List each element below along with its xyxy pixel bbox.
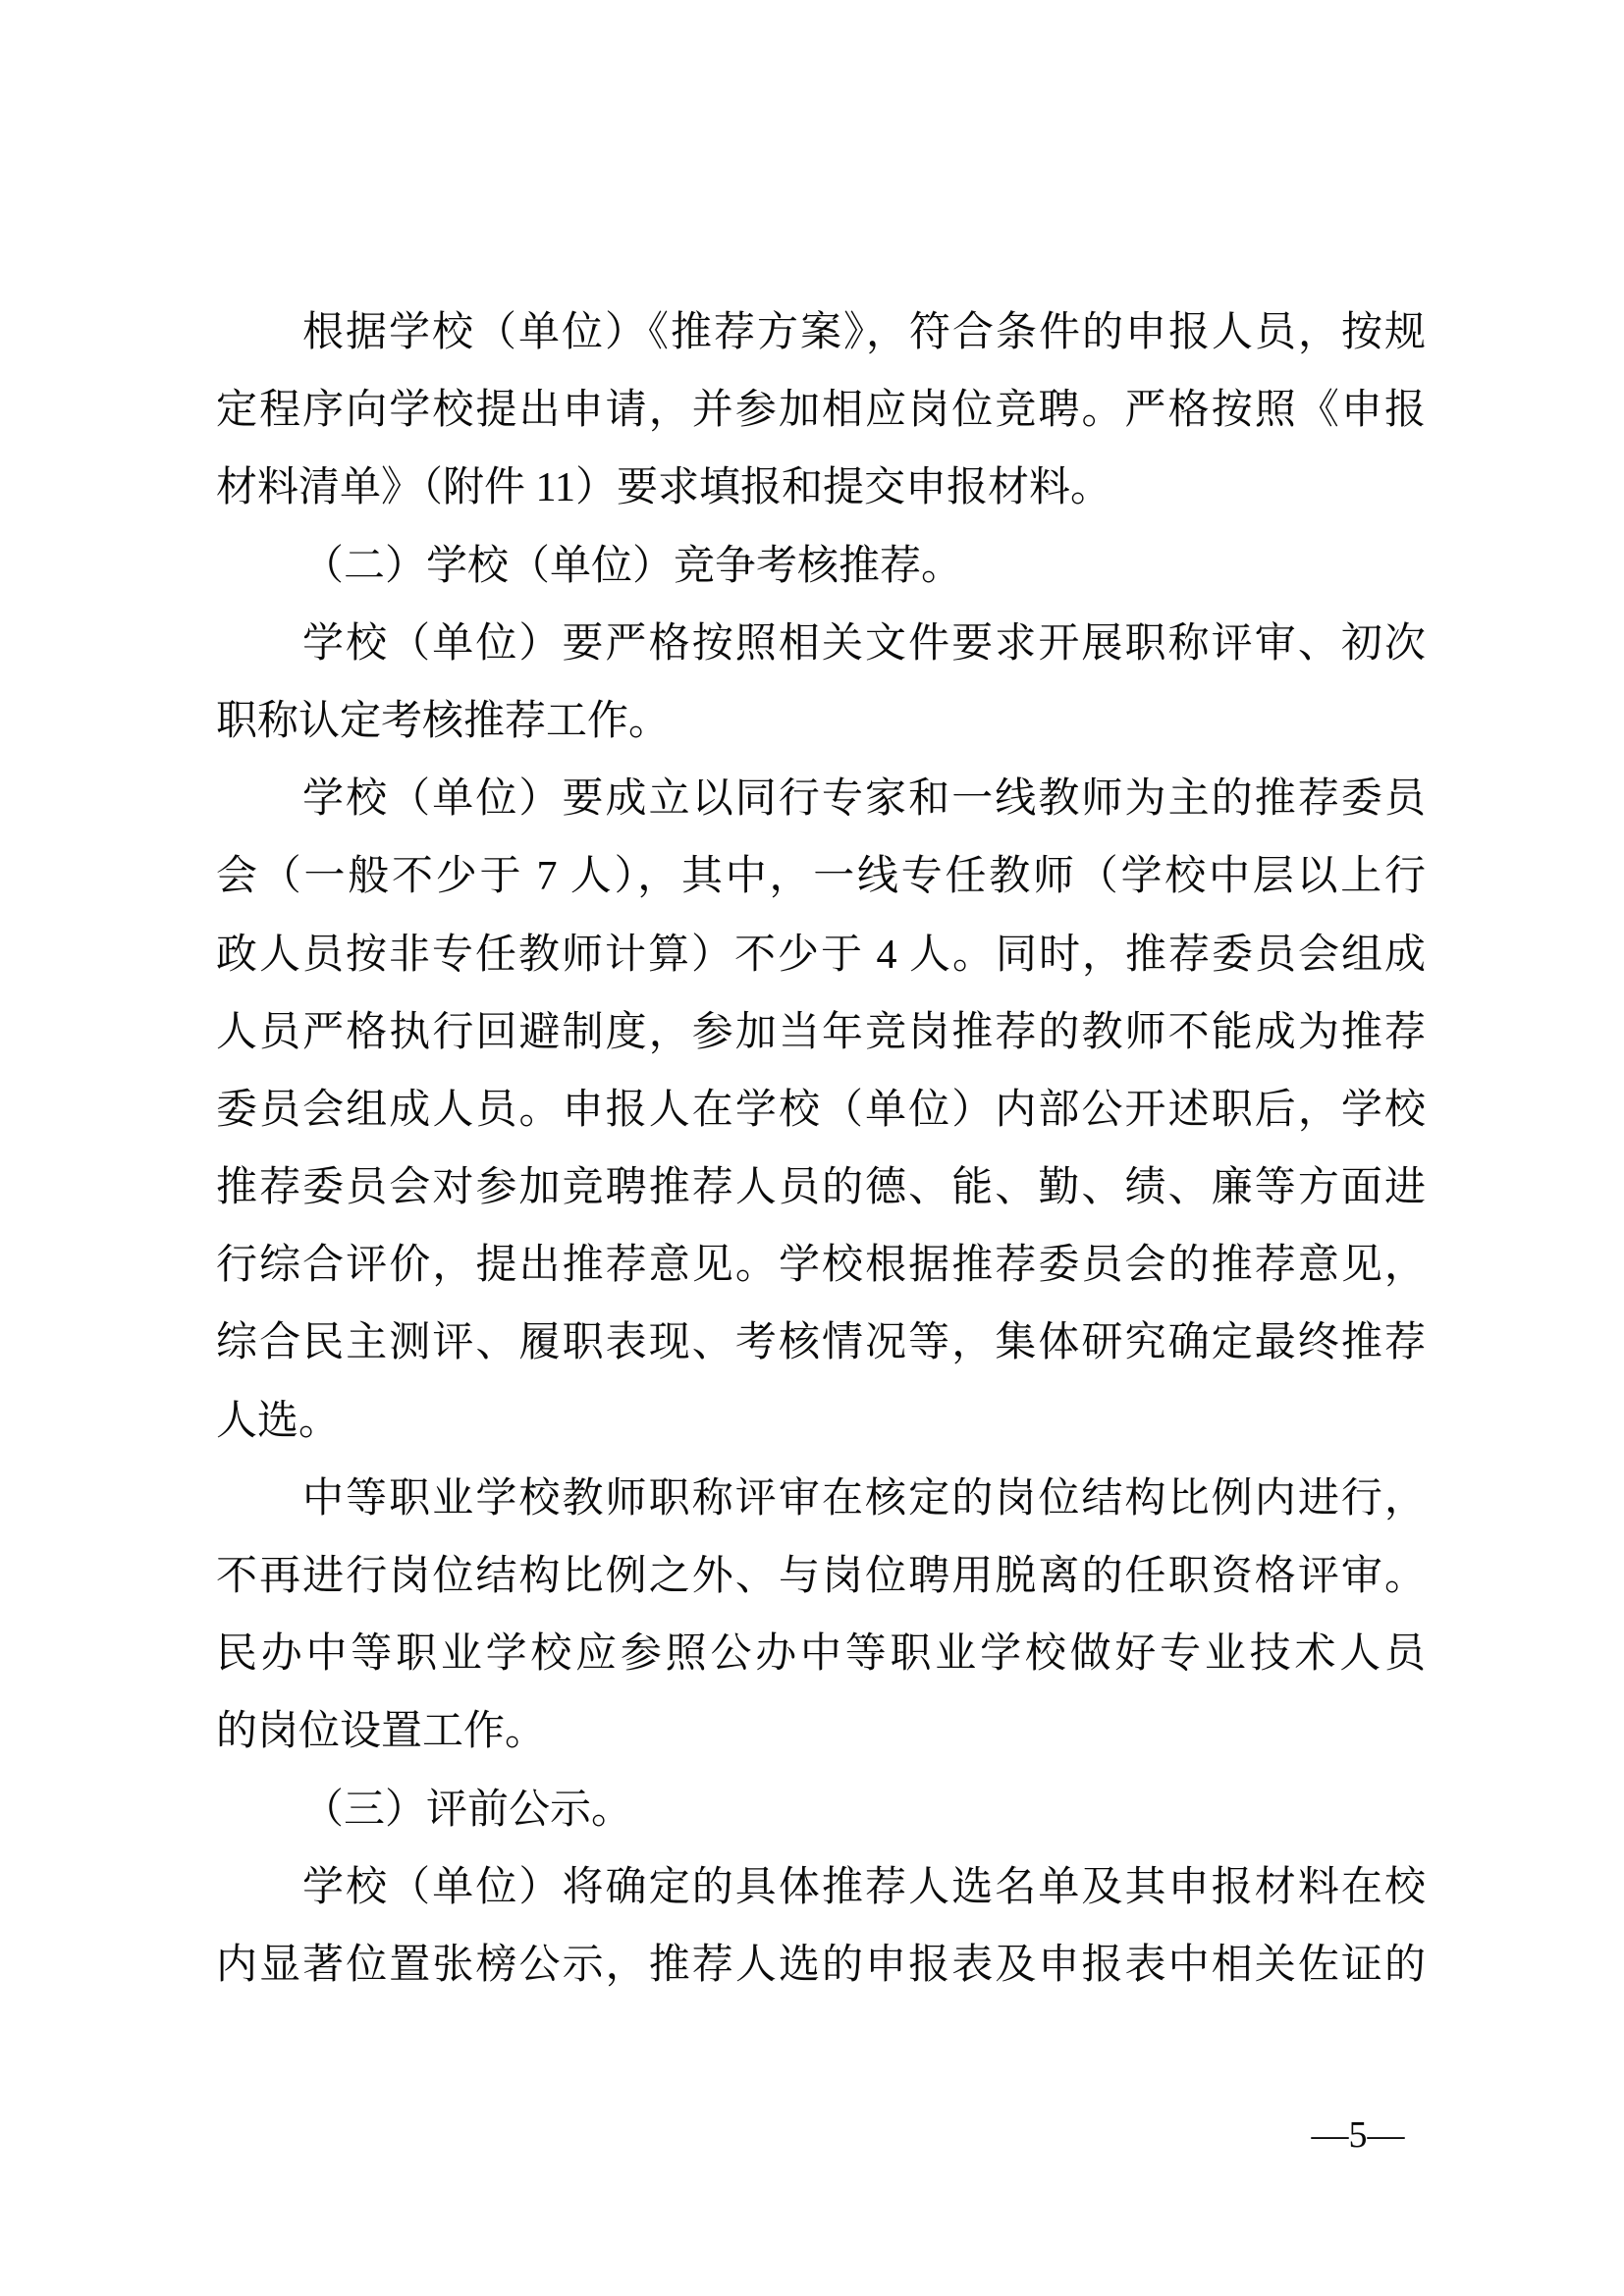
document-body: [216, 294, 1426, 2004]
text-line: 职称认定考核推荐工作。: [216, 698, 671, 744]
text-line: 推荐委员会对参加竞聘推荐人员的德、能、勤、绩、廉等方面进: [216, 1165, 1426, 1211]
heading-text: （二）学校（单位）竞争考核推荐。: [302, 543, 963, 589]
paragraph-assessment: [216, 606, 1426, 761]
text-line: 材料清单》（附件 11）要求填报和提交申报材料。: [216, 465, 1111, 511]
text-line: 内显著位置张榜公示，推荐人选的申报表及申报表中相关佐证的: [216, 1942, 1426, 1988]
text-line: 行综合评价，提出推荐意见。学校根据推荐委员会的推荐意见，: [216, 1243, 1426, 1289]
paragraph-vocational-schools: [216, 1461, 1426, 1772]
section-heading-3: [216, 1772, 1426, 1849]
text-line: 政人员按非专任教师计算）不少于 4 人。同时，推荐委员会组成: [216, 932, 1426, 978]
text-line: 人选。: [216, 1398, 341, 1444]
text-line: 委员会组成人员。申报人在学校（单位）内部公开述职后，学校: [216, 1087, 1426, 1133]
heading-text: （三）评前公示。: [302, 1787, 633, 1833]
text-line: 民办中等职业学校应参照公办中等职业学校做好专业技术人员: [216, 1631, 1426, 1678]
text-line: 定程序向学校提出申请，并参加相应岗位竞聘。严格按照《申报: [216, 388, 1426, 434]
text-line: 人员严格执行回避制度，参加当年竞岗推荐的教师不能成为推荐: [216, 1009, 1426, 1055]
text-line: 学校（单位）要成立以同行专家和一线教师为主的推荐委员: [302, 776, 1426, 823]
text-line: 综合民主测评、履职表现、考核情况等，集体研究确定最终推荐: [216, 1320, 1426, 1366]
text-line: 不再进行岗位结构比例之外、与岗位聘用脱离的任职资格评审。: [216, 1554, 1426, 1599]
paragraph-public-notice: [216, 1849, 1426, 2004]
page-number: —5—: [1311, 2114, 1405, 2156]
paragraph-application: [216, 294, 1426, 528]
text-line: 中等职业学校教师职称评审在核定的岗位结构比例内进行，: [302, 1475, 1426, 1522]
text-line: 的岗位设置工作。: [216, 1709, 547, 1755]
text-line: 会（一般不少于 7 人），其中，一线专任教师（学校中层以上行: [216, 854, 1426, 900]
text-line: 学校（单位）要严格按照相关文件要求开展职称评审、初次: [302, 620, 1426, 667]
text-line: 学校（单位）将确定的具体推荐人选名单及其申报材料在校: [302, 1864, 1426, 1910]
text-line: 根据学校（单位）《推荐方案》，符合条件的申报人员，按规: [302, 310, 1426, 355]
paragraph-committee: [216, 761, 1426, 1461]
section-heading-2: [216, 528, 1426, 606]
